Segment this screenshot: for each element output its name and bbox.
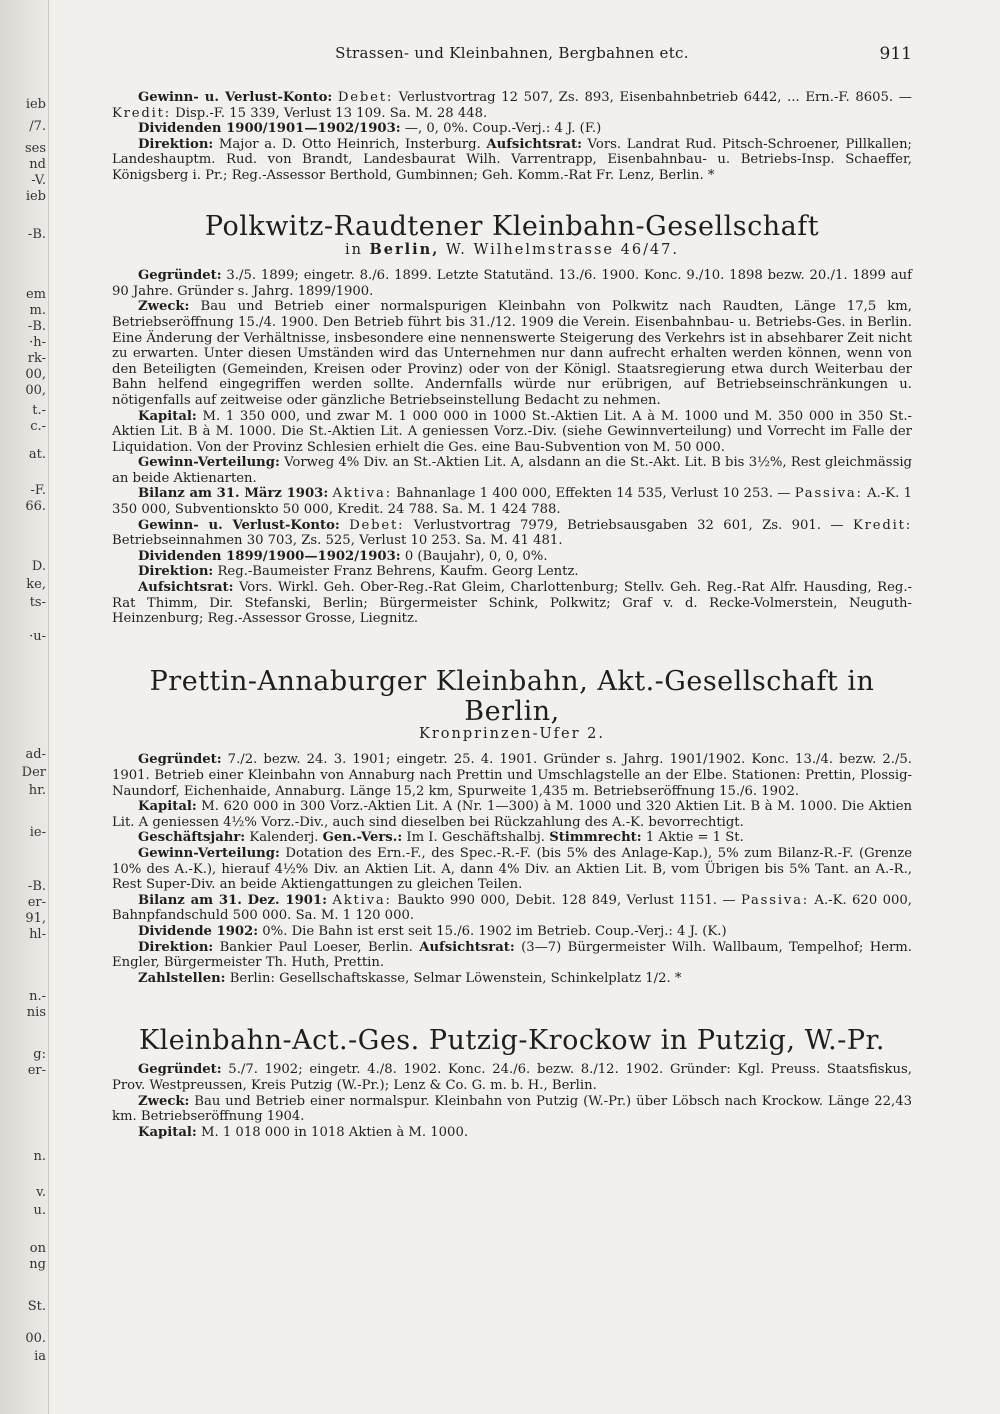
text-zweck: Bau und Betrieb einer normalspur. Kleinbahn von Putzig (W.-Pr.) über Löbsch nach Krockow. Länge 22,43 km. Betriebseröffnung 1904.	[112, 1093, 912, 1125]
label-kredit: Kredit:	[112, 105, 171, 121]
margin-fragment: Der	[21, 766, 46, 780]
margin-fragment: ad-	[25, 748, 46, 762]
margin-fragment: n.	[33, 1150, 46, 1164]
margin-fragment: ie-	[29, 826, 46, 840]
capital-paragraph	[112, 799, 912, 830]
text-passiva: A.-K. 1 350 000, Subventionskto 50 000, Kredit. 24 788. Sa. M. 1 424 788.	[112, 486, 912, 518]
text-kredit: Betriebseinnahmen 30 703, Zs. 525, Verlust 10 253. Sa. M. 41 481.	[112, 533, 563, 549]
supervisory-board-paragraph	[112, 580, 912, 627]
margin-fragment: ke,	[26, 578, 46, 592]
margin-fragment: 00.	[25, 1332, 46, 1346]
text-kapital: M. 1 018 000 in 1018 Aktien à M. 1000.	[196, 1124, 469, 1140]
margin-fragment: on	[29, 1242, 46, 1256]
dividends-paragraph	[112, 121, 912, 137]
section-previous-continuation	[112, 90, 912, 184]
text-gen-vers: Im I. Geschäftshalbj.	[402, 830, 550, 846]
margin-fragment: g:	[33, 1048, 46, 1062]
margin-fragment: -B.	[27, 320, 46, 334]
text-gewinn-verteilung: Vorweg 4% Div. an St.-Aktien Lit. A, alsdann an die St.-Akt. Lit. B bis 3½%, Rest gleichmässig an beide Aktienarten.	[112, 455, 912, 486]
margin-fragment: 91,	[25, 912, 46, 926]
balance-paragraph	[112, 893, 912, 924]
company-address	[112, 242, 912, 259]
founded-paragraph	[112, 752, 912, 799]
profit-distribution-paragraph	[112, 455, 912, 486]
text-aktiva: Bahnanlage 1 400 000, Effekten 14 535, Verlust 10 253. —	[391, 486, 795, 502]
text-gewinn-verteilung: Dotation des Ern.-F., des Spec.-R.-F. (bis 5% des Anlage-Kap.), 5% zum Bilanz-R.-F. (Grenze 10% des A.-K.), hierauf 4½% Div. an Aktien Lit. A, dann 4% Div. an Aktien Lit. B, vom Übrigen bis 5% Tant. an A.-R., Rest Super-Div. an beide Aktiengattungen zu gleichen Teilen.	[112, 845, 912, 893]
margin-fragment: -V.	[31, 174, 46, 188]
label-bilanz: Bilanz am 31. März 1903:	[138, 486, 329, 502]
margin-fragment: v.	[36, 1186, 46, 1200]
text-gegruendet: 3./5. 1899; eingetr. 8./6. 1899. Letzte Statutänd. 13./6. 1900. Konc. 9./10. 1898 bezw. 20./1. 1899 auf 90 Jahre. Gründer s. Jahrg. 1899/1900.	[112, 268, 912, 299]
text-kapital: M. 1 350 000, und zwar M. 1 000 000 in 1000 St.-Aktien Lit. A à M. 1000 und M. 350 000 in 350 St.-Aktien Lit. B à M. 1000. Die St.-Aktien Lit. A geniessen Vorz.-Div. (siehe Gewinnverteilung) und Vorrecht im Falle der Liquidation. Von der Provinz Schlesien erhielt die Ges. eine Bau-Subvention von M. 50 000.	[112, 408, 912, 455]
label-bilanz: Bilanz am 31. Dez. 1901:	[138, 892, 327, 908]
label-direktion: Direktion:	[138, 939, 214, 955]
capital-paragraph	[112, 1125, 912, 1141]
page-content	[112, 90, 912, 1140]
founded-paragraph	[112, 1062, 912, 1093]
margin-fragment: 66.	[25, 500, 46, 514]
margin-fragment: /7.	[29, 120, 46, 134]
margin-fragment: 00,	[25, 368, 46, 382]
label-aufsichtsrat: Aufsichtsrat:	[486, 136, 582, 152]
margin-fragment: rk-	[27, 352, 46, 366]
margin-fragment: ieb	[25, 98, 46, 112]
label-gegruendet: Gegründet:	[138, 752, 222, 768]
purpose-paragraph	[112, 299, 912, 408]
dividends-paragraph	[112, 924, 912, 940]
running-head: Strassen- und Kleinbahnen, Bergbahnen etc.	[335, 44, 689, 62]
label-zahlstellen: Zahlstellen:	[138, 970, 226, 986]
label-debet: Debet:	[349, 517, 405, 533]
address-street: W. Wilhelmstrasse 46/47.	[439, 241, 680, 258]
label-kapital: Kapital:	[138, 1124, 197, 1140]
text-stimmrecht: 1 Aktie = 1 St.	[641, 830, 744, 846]
margin-fragment: ieb	[25, 190, 46, 204]
management-paragraph	[112, 564, 912, 580]
management-paragraph	[112, 940, 912, 971]
label-zweck: Zweck:	[138, 299, 190, 315]
text-aufsichtsrat: Vors. Landrat Rud. Pitsch-Schroener, Pillkallen; Landeshauptm. Rud. von Brandt, Landesbaurat Wilh. Varrentrapp, Eisenbahnbau- u. Betriebs-Insp. Schaeffer, Königsberg i. Pr.; Reg.-Assessor Berthold, Gumbinnen; Geh. Komm.-Rat Fr. Lenz, Berlin. *	[112, 136, 913, 183]
margin-fragment: hr.	[28, 784, 46, 798]
label-passiva: Passiva:	[740, 892, 809, 908]
label-gegruendet: Gegründet:	[138, 1062, 222, 1078]
profit-distribution-paragraph	[112, 846, 912, 893]
page-number: 911	[879, 44, 912, 64]
company-title: Polkwitz-Raudtener Kleinbahn-Gesellschaft	[204, 210, 820, 242]
balance-paragraph	[112, 486, 912, 517]
margin-fragment: nd	[29, 158, 46, 172]
label-aktiva: Aktiva:	[332, 892, 392, 908]
founded-paragraph	[112, 268, 912, 299]
profit-loss-paragraph	[112, 90, 912, 121]
margin-fragment: ses	[24, 142, 46, 156]
text-zahlstellen: Berlin: Gesellschaftskasse, Selmar Löwenstein, Schinkelplatz 1/2. *	[225, 970, 682, 986]
company-title: Kleinbahn-Act.-Ges. Putzig-Krockow in Putzig, W.-Pr.	[138, 1025, 886, 1057]
margin-fragment: nis	[26, 1006, 46, 1020]
section-polkwitz-raudtener	[112, 212, 912, 627]
label-debet: Debet:	[337, 90, 394, 105]
section-prettin-annaburger	[112, 667, 912, 987]
text-dividende: 0%. Die Bahn ist erst seit 15./6. 1902 im Betrieb. Coup.-Verj.: 4 J. (K.)	[258, 923, 727, 939]
label-kapital: Kapital:	[138, 408, 197, 424]
margin-fragment: ·h-	[29, 336, 46, 350]
margin-fragment: -F.	[30, 484, 46, 498]
margin-fragment: c.-	[30, 420, 46, 434]
text-direktion: Major a. D. Otto Heinrich, Insterburg.	[213, 136, 487, 152]
text-zweck: Bau und Betrieb einer normalspurigen Kleinbahn von Polkwitz nach Raudten, Länge 17,5 km, Betriebseröffnung 15./4. 1900. Den Betrieb führt bis 31./12. 1909 die Verein. Eisenbahnbau- u. Betriebs-Ges. in Berlin. Eine Änderung der Verhältnisse, insbesondere eine nennenswerte Steigerung des Verkehrs ist in absehbarer Zeit nicht zu erwarten. Unter diesen Umständen wird das Unternehmen nur dann aufrecht erhalten werden können, wenn von den Beteiligten (Gemeinden, Kreisen oder Provinz) oder von der Königl. Staatsregierung etwa durch Weiterbau der Bahn helfend eingegriffen werden sollte. Andernfalls würde nur erübrigen, auf Betriebseinschränkungen u. nötigenfalls auf zeitweise oder gänzliche Betriebseinstellung Bedacht zu nehmen.	[112, 299, 912, 408]
paying-agents-paragraph	[112, 971, 912, 987]
label-dividende: Dividende 1902:	[138, 923, 259, 939]
left-margin-adjacent-page	[0, 0, 48, 1414]
text-kredit: Disp.-F. 15 339, Verlust 13 109. Sa. M. 28 448.	[170, 105, 488, 121]
page-gutter-line	[48, 0, 49, 1414]
label-gewinn-verteilung: Gewinn-Verteilung:	[138, 455, 280, 471]
text-dividenden: —, 0, 0%. Coup.-Verj.: 4 J. (F.)	[400, 121, 602, 137]
margin-fragment: St.	[27, 1300, 46, 1314]
text-debet: Verlustvortrag 7979, Betriebsausgaben 32 601, Zs. 901. —	[404, 517, 854, 533]
label-gegruendet: Gegründet:	[138, 268, 222, 284]
margin-fragment: -B.	[27, 228, 46, 242]
label-gewinn-verlust: Gewinn- u. Verlust-Konto:	[138, 90, 333, 105]
text-kapital: M. 620 000 in 300 Vorz.-Aktien Lit. A (Nr. 1—300) à M. 1000 und 320 Aktien Lit. B à M. 1000. Die Aktien Lit. A geniessen 4½% Vorz.-Div., auch sind dieselben bei Rückzahlung des A.-K. bevorrechtigt.	[112, 799, 912, 830]
dividends-paragraph	[112, 549, 912, 565]
label-direktion: Direktion:	[138, 564, 214, 580]
margin-fragment: -B.	[27, 880, 46, 894]
margin-fragment: ·u-	[29, 630, 46, 644]
text-gegruendet: 7./2. bezw. 24. 3. 1901; eingetr. 25. 4. 1901. Gründer s. Jahrg. 1901/1902. Konc. 13./4. bezw. 2./5. 1901. Betrieb einer Kleinbahn von Annaburg nach Prettin und Umschlagstelle an der Elbe. Stationen: Prettin, Plossig-Naundorf, Eichenhaide, Annaburg. Länge 15,2 km, Spurweite 1,435 m. Betriebseröffnung 15./6. 1902.	[112, 752, 912, 799]
margin-fragment: er-	[27, 1064, 46, 1078]
label-aufsichtsrat: Aufsichtsrat:	[138, 580, 234, 596]
company-title: Prettin-Annaburger Kleinbahn, Akt.-Gesellschaft in Berlin,	[149, 665, 875, 727]
margin-fragment: m.	[29, 304, 46, 318]
label-gewinn-verlust: Gewinn- u. Verlust-Konto:	[138, 517, 340, 533]
profit-loss-paragraph	[112, 518, 912, 549]
label-gewinn-verteilung: Gewinn-Verteilung:	[138, 845, 280, 861]
label-geschaeftsjahr: Geschäftsjahr:	[138, 830, 246, 846]
margin-fragment: D.	[31, 560, 46, 574]
capital-paragraph	[112, 409, 912, 456]
margin-fragment: ts-	[29, 596, 46, 610]
margin-fragment: at.	[28, 448, 46, 462]
page-header	[112, 44, 912, 68]
margin-fragment: em	[25, 288, 46, 302]
section-putzig-krockow	[112, 1026, 912, 1140]
text-direktion: Bankier Paul Loeser, Berlin.	[213, 939, 420, 955]
text-aufsichtsrat: Vors. Wirkl. Geh. Ober-Reg.-Rat Gleim, Charlottenburg; Stellv. Geh. Reg.-Rat Alfr. Hausding, Reg.-Rat Thimm, Dir. Stefanski, Berlin; Bürgermeister Schink, Polkwitz; Graf v. d. Recke-Volmerstein, Neuguth-Heinzenburg; Reg.-Assessor Grosse, Liegnitz.	[112, 580, 912, 627]
margin-fragment: 00,	[25, 384, 46, 398]
text-aktiva: Baukto 990 000, Debit. 128 849, Verlust 1151. —	[391, 892, 741, 908]
label-dividenden: Dividenden 1899/1900—1902/1903:	[138, 548, 401, 564]
label-direktion: Direktion:	[138, 136, 214, 152]
text-direktion: Reg.-Baumeister Franz Behrens, Kaufm. Georg Lentz.	[213, 564, 579, 580]
business-year-paragraph	[112, 830, 912, 846]
margin-fragment: er-	[27, 896, 46, 910]
label-zweck: Zweck:	[138, 1093, 190, 1109]
label-stimmrecht: Stimmrecht:	[549, 830, 642, 846]
margin-fragment: ng	[29, 1258, 46, 1272]
text-geschaeftsjahr: Kalenderj.	[245, 830, 323, 846]
label-kapital: Kapital:	[138, 799, 197, 815]
label-aktiva: Aktiva:	[332, 486, 392, 502]
margin-fragment: u.	[33, 1204, 46, 1218]
text-passiva: A.-K. 620 000, Bahnpfandschuld 500 000. Sa. M. 1 120 000.	[112, 892, 912, 924]
label-passiva: Passiva:	[794, 486, 863, 502]
label-gen-vers: Gen.-Vers.:	[322, 830, 403, 846]
label-dividenden: Dividenden 1900/1901—1902/1903:	[138, 121, 401, 137]
address-city: Berlin,	[369, 240, 440, 258]
label-kredit: Kredit:	[853, 517, 912, 533]
margin-fragment: n.-	[29, 990, 46, 1004]
management-paragraph	[112, 137, 912, 184]
margin-fragment: t.-	[32, 404, 46, 418]
label-aufsichtsrat: Aufsichtsrat:	[419, 939, 515, 955]
text-aufsichtsrat: (3—7) Bürgermeister Wilh. Wallbaum, Tempelhof; Herm. Engler, Bürgermeister Th. Huth, Prettin.	[112, 939, 912, 971]
purpose-paragraph	[112, 1094, 912, 1125]
text-debet: Verlustvortrag 12 507, Zs. 893, Eisenbahnbetrieb 6442, ... Ern.-F. 8605. —	[393, 90, 912, 105]
text-dividenden: 0 (Baujahr), 0, 0, 0%.	[400, 548, 548, 564]
company-address: Kronprinzen-Ufer 2.	[418, 725, 606, 742]
margin-fragment: ia	[34, 1350, 46, 1364]
text-gegruendet: 5./7. 1902; eingetr. 4./8. 1902. Konc. 24./6. bezw. 8./12. 1902. Gründer: Kgl. Preuss. Staatsfiskus, Prov. Westpreussen, Kreis Putzig (W.-Pr.); Lenz & Co. G. m. b. H., Berlin.	[112, 1062, 912, 1093]
margin-fragment: hl-	[29, 928, 46, 942]
address-prefix: in	[344, 241, 370, 258]
